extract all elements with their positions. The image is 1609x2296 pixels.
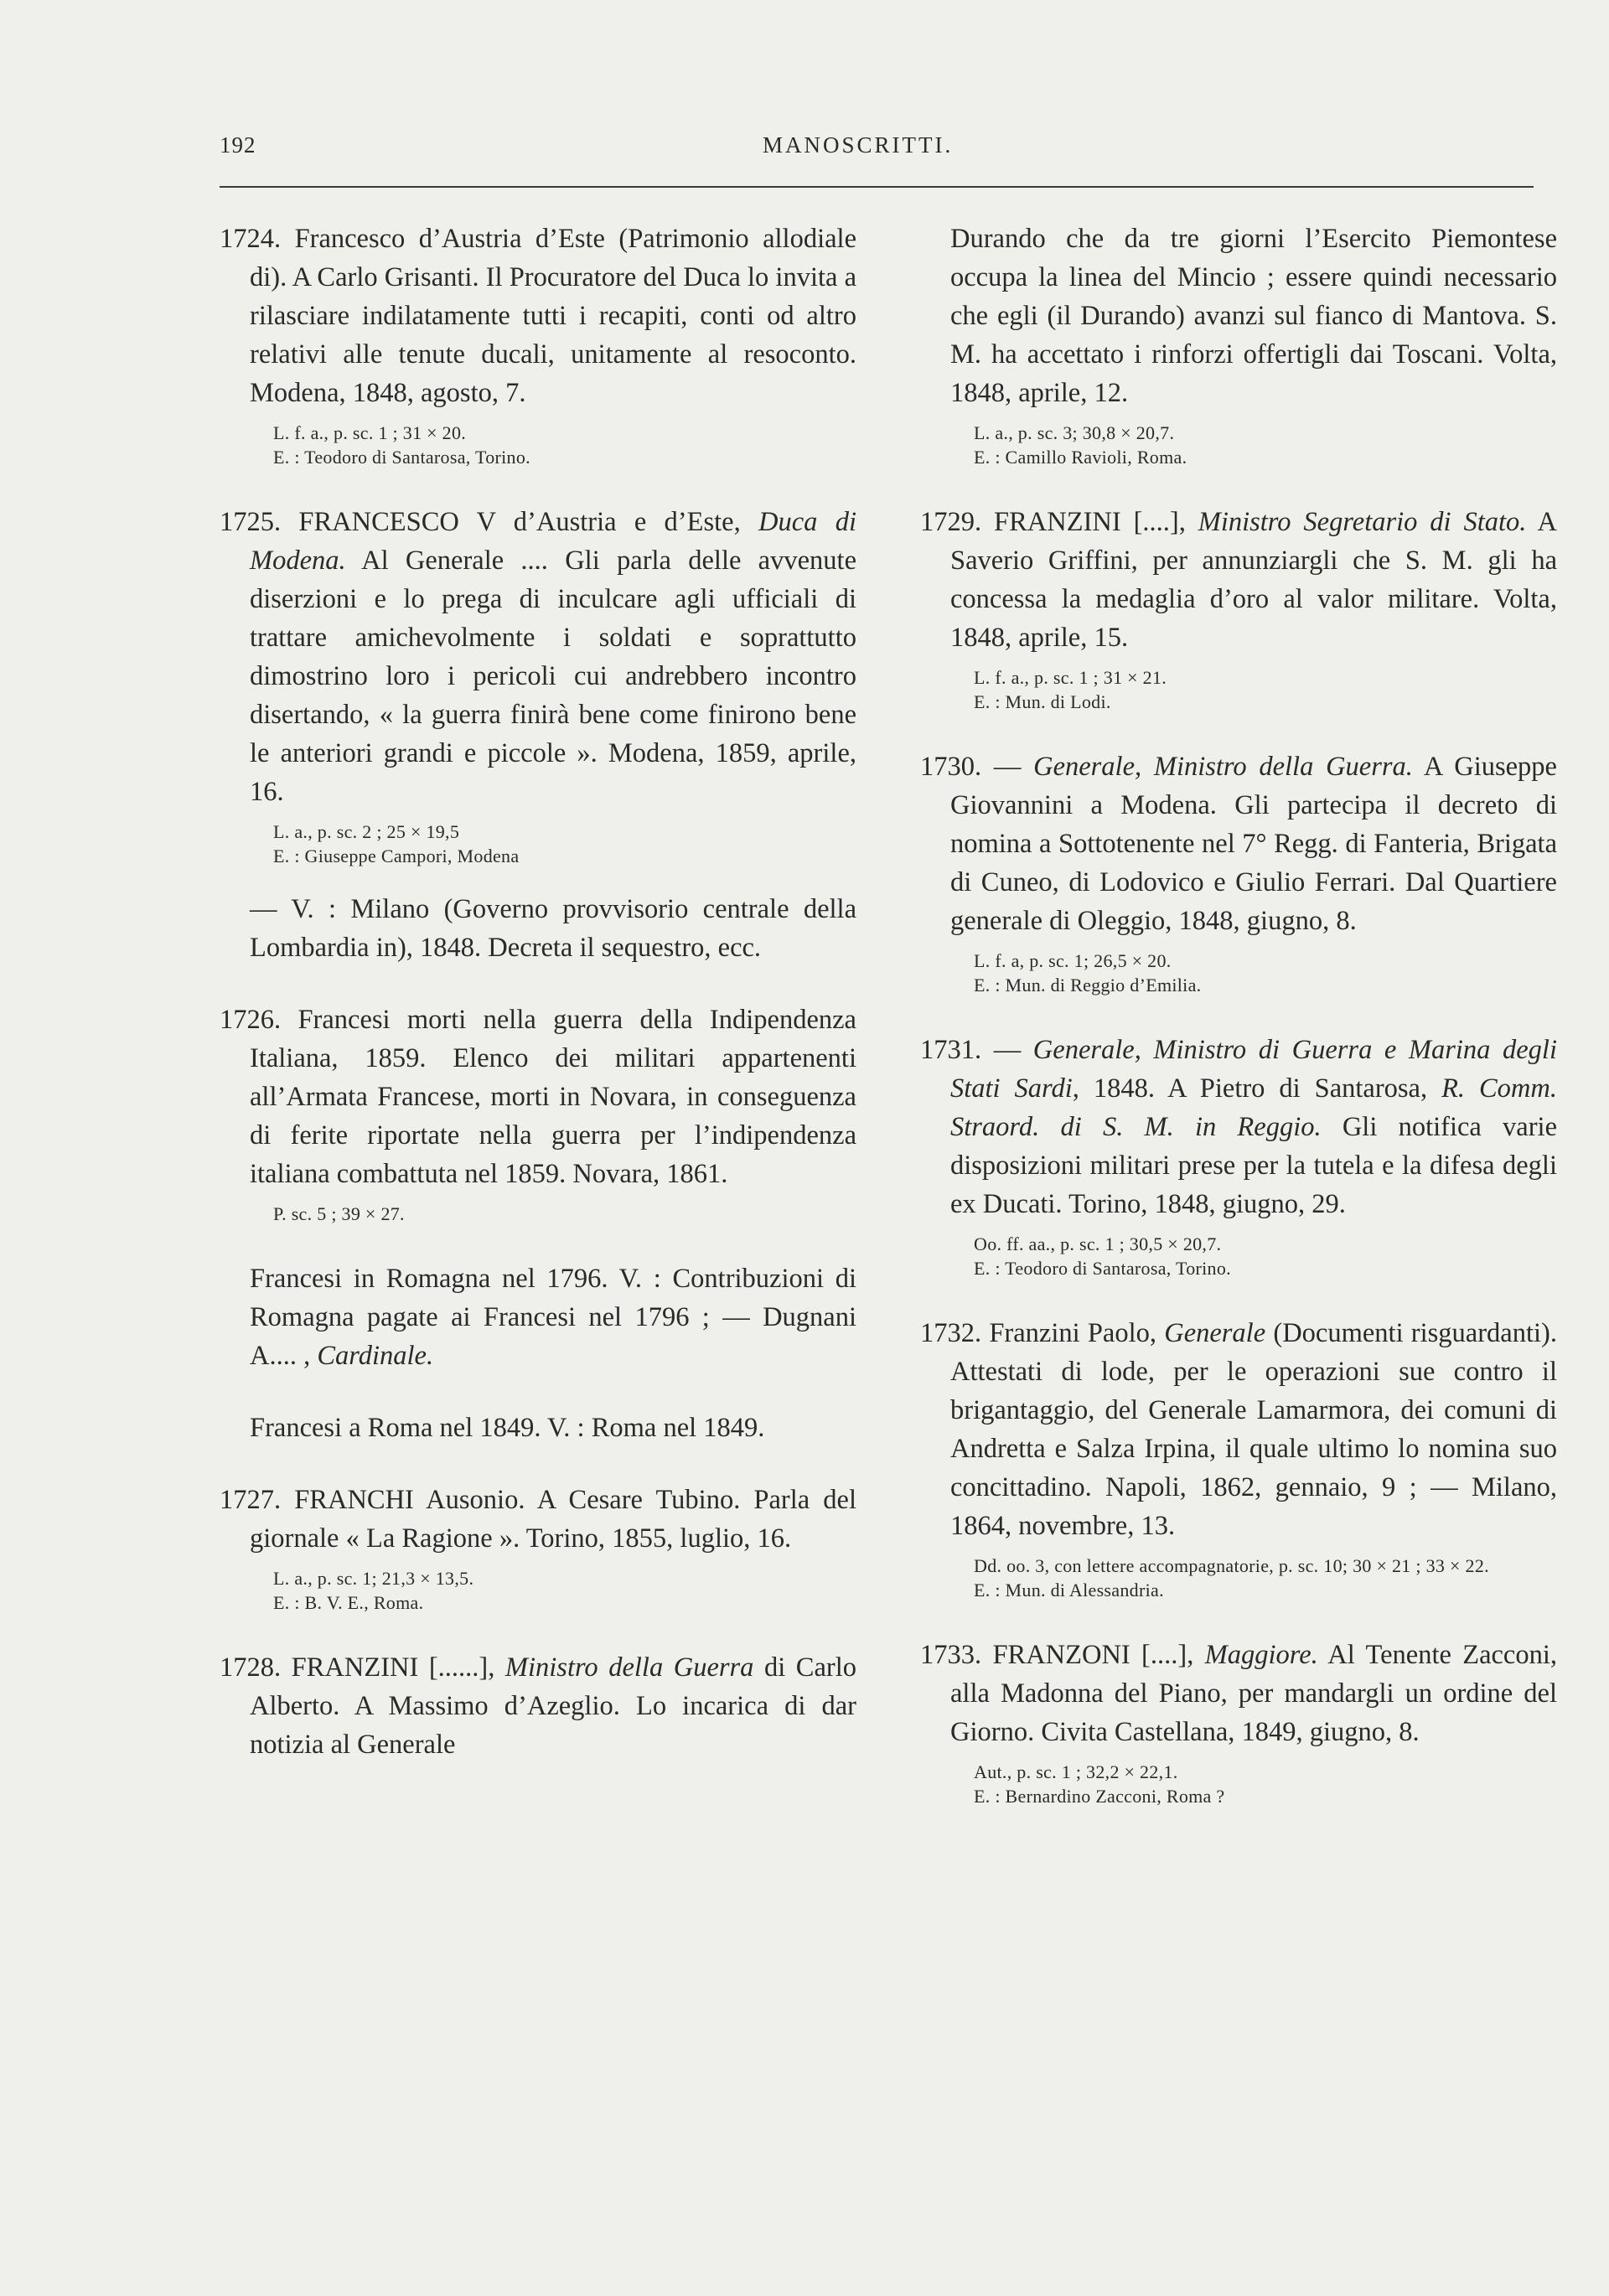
entry-lead: 1733. FRANZONI [....],	[920, 1640, 1205, 1670]
page-number: 192	[220, 132, 256, 158]
entry-1729	[920, 503, 1557, 714]
entry-title: Ministro della Guerra	[504, 1652, 754, 1683]
cross-reference-title: Cardinale.	[317, 1341, 434, 1371]
entry-body-secondary: Gli notifica varie disposizioni militari prese per la tutela e la difesa degli ex Ducati. Torino, 1848, giugno, 29.	[950, 1112, 1558, 1219]
entry-text	[220, 503, 856, 811]
entry-body: A Giuseppe Giovannini a Modena. Gli partecipa il decreto di nomina a Sottotenente nel 7° Regg. di Fanteria, Brigata di Cuneo, di Lodovico e Giulio Ferrari. Dal Quartiere generale di Oleggio, 1848, giugno, 8.	[950, 752, 1557, 936]
entry-provenance: E. : Bernardino Zacconi, Roma ?	[974, 1786, 1225, 1807]
entry-provenance: E. : Mun. di Alessandria.	[974, 1580, 1164, 1600]
entry-text	[920, 503, 1557, 657]
left-column	[220, 220, 856, 1797]
entry-1728-continued	[920, 220, 1557, 469]
entry-description: Aut., p. sc. 1 ; 32,2 × 22,1.	[974, 1761, 1178, 1782]
cross-reference-text	[220, 1259, 856, 1375]
entry-description: Dd. oo. 3, con lettere accompagnatorie, p. sc. 10; 30 × 21 ; 33 × 22.	[974, 1555, 1489, 1576]
entry-1726	[220, 1001, 856, 1226]
entry-lead: 1725. FRANCESCO V d’Austria e d’Este,	[220, 507, 758, 537]
entry-lead: 1730. —	[920, 752, 1034, 782]
entry-title: Generale, Ministro della Guerra.	[1033, 752, 1413, 782]
entry-1733	[920, 1636, 1557, 1808]
cross-reference-roma	[220, 1409, 856, 1447]
entry-description: P. sc. 5 ; 39 × 27.	[273, 1203, 405, 1224]
entry-body: Al Generale .... Gli parla delle avvenute diserzioni e lo prega di inculcare agli ufficiali di trattare amichevolmente i soldati e soprattutto dimostrino loro i pericoli cui andrebbero incontro disertando, « la guerra finirà bene come finirono bene le anteriori grandi e piccole ». Modena, 1859, aprile, 16.	[250, 546, 856, 807]
entry-description: L. f. a., p. sc. 1 ; 31 × 21.	[974, 667, 1167, 688]
entry-body: Al Tenente Zacconi, alla Madonna del Piano, per mandargli un ordine del Giorno. Civita Castellana, 1849, giugno, 8.	[950, 1640, 1557, 1747]
entry-description: L. a., p. sc. 1; 21,3 × 13,5.	[273, 1568, 474, 1589]
header-rule	[220, 186, 1534, 188]
entry-title: Duca di Modena.	[250, 507, 856, 576]
cross-reference-text: Francesi a Roma nel 1849. V. : Roma nel 1849.	[250, 1413, 765, 1443]
entry-text	[920, 1314, 1557, 1545]
entry-1724	[220, 220, 856, 469]
entry-title: Maggiore.	[1204, 1640, 1318, 1670]
entry-text: 1726. Francesi morti nella guerra della Indipendenza Italiana, 1859. Elenco dei militari appartenenti all’Armata Francese, morti in Novara, in conseguenza di ferite riportate nella guerra per l’indipendenza italiana combattuta nel 1859. Novara, 1861.	[220, 1005, 856, 1189]
entry-1731	[920, 1031, 1557, 1280]
entry-provenance: E. : Giuseppe Campori, Modena	[273, 845, 520, 866]
entry-title: Ministro Segretario di Stato.	[1198, 507, 1527, 537]
entry-1730	[920, 747, 1557, 997]
entry-1732	[920, 1314, 1557, 1602]
entry-1725	[220, 503, 856, 868]
entry-title-secondary: R. Comm. Straord. di S. M. in Reggio.	[950, 1073, 1557, 1142]
entry-lead: 1732. Franzini Paolo,	[920, 1318, 1165, 1348]
entry-provenance: E. : Mun. di Lodi.	[974, 691, 1111, 712]
entry-1728	[220, 1648, 856, 1764]
cross-reference-governo	[220, 890, 856, 967]
entry-provenance: E. : Camillo Ravioli, Roma.	[974, 447, 1187, 468]
entry-description: L. f. a, p. sc. 1; 26,5 × 20.	[974, 950, 1172, 971]
entry-title: Generale	[1164, 1318, 1266, 1348]
entry-text	[920, 1636, 1557, 1751]
entry-text: Durando che da tre giorni l’Esercito Piemontese occupa la linea del Mincio ; essere quindi necessario che egli (il Durando) avanzi sul fianco di Mantova. S. M. ha accettato i rinforzi offertigli dai Toscani. Volta, 1848, aprile, 12.	[950, 224, 1557, 408]
entry-provenance: E. : Teodoro di Santarosa, Torino.	[974, 1258, 1231, 1279]
entry-body: A Saverio Griffini, per annunziargli che S. M. gli ha concessa la medaglia d’oro al valor militare. Volta, 1848, aprile, 15.	[950, 507, 1557, 653]
entry-text	[920, 1031, 1557, 1223]
right-column	[920, 220, 1557, 1842]
entry-body: di Carlo Alberto. A Massimo d’Azeglio. Lo incarica di dar notizia al Generale	[250, 1652, 856, 1760]
cross-reference-romagna	[220, 1259, 856, 1375]
cross-reference-text: — V. : Milano (Governo provvisorio centrale della Lombardia in), 1848. Decreta il sequestro, ecc.	[250, 894, 856, 963]
entry-text	[920, 747, 1557, 940]
entry-body: (Documenti risguardanti). Attestati di lode, per le operazioni sue contro il brigantaggio, del Generale Lamarmora, dei comuni di Andretta e Salza Irpina, il quale ultimo lo nomina suo concittadino. Napoli, 1862, gennaio, 9 ; — Milano, 1864, novembre, 13.	[950, 1318, 1557, 1541]
entry-text	[220, 1648, 856, 1764]
entry-lead: 1731. —	[920, 1035, 1033, 1065]
entry-description: L. a., p. sc. 2 ; 25 × 19,5	[273, 821, 460, 842]
page-header	[220, 132, 1534, 166]
entry-1727	[220, 1481, 856, 1615]
entry-body: , 1848. A Pietro di Santarosa,	[1072, 1073, 1442, 1104]
entry-lead: 1728. FRANZINI [......],	[220, 1652, 505, 1683]
entry-description: L. f. a., p. sc. 1 ; 31 × 20.	[273, 422, 467, 443]
entry-title: Generale, Ministro di Guerra e Marina degli Stati Sardi	[950, 1035, 1557, 1104]
entry-description: L. a., p. sc. 3; 30,8 × 20,7.	[974, 422, 1175, 443]
cross-reference-body: Francesi in Romagna nel 1796. V. : Contribuzioni di Romagna pagate ai Francesi nel 1796 ; — Dugnani A.... ,	[250, 1264, 856, 1371]
running-head: MANOSCRITTI.	[763, 132, 954, 158]
entry-provenance: E. : B. V. E., Roma.	[273, 1592, 424, 1613]
entry-description: Oo. ff. aa., p. sc. 1 ; 30,5 × 20,7.	[974, 1233, 1222, 1254]
entry-provenance: E. : Teodoro di Santarosa, Torino.	[273, 447, 530, 468]
entry-text: 1727. FRANCHI Ausonio. A Cesare Tubino. Parla del giornale « La Ragione ». Torino, 1855, luglio, 16.	[220, 1485, 856, 1554]
entry-text: 1724. Francesco d’Austria d’Este (Patrimonio allodiale di). A Carlo Grisanti. Il Procuratore del Duca lo invita a rilasciare indilatamente tutti i recapiti, conti od altro relativi alle tenute ducali, unitamente al resoconto. Modena, 1848, agosto, 7.	[220, 224, 856, 408]
entry-provenance: E. : Mun. di Reggio d’Emilia.	[974, 975, 1202, 995]
entry-lead: 1729. FRANZINI [....],	[920, 507, 1198, 537]
